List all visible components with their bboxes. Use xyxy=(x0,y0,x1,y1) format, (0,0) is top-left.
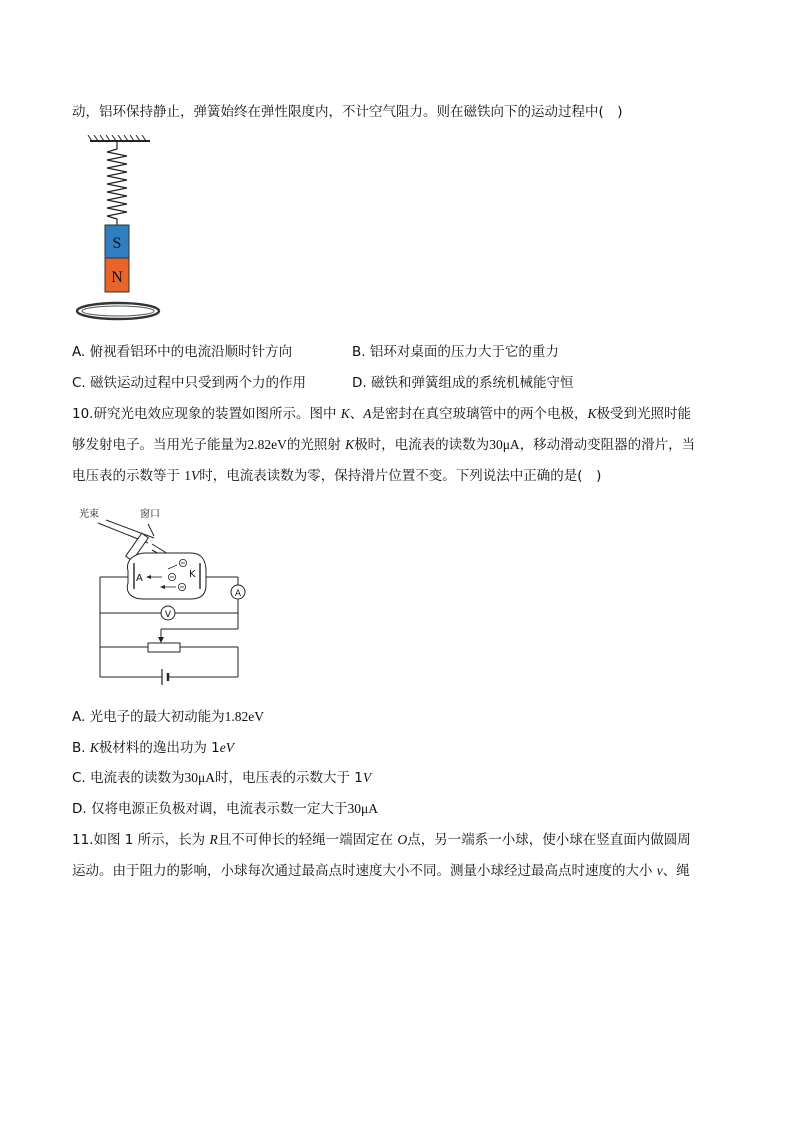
ammeter-label: A xyxy=(234,589,242,599)
window-label: 窗口 xyxy=(140,509,160,520)
photoelectric-circuit-figure xyxy=(76,503,266,688)
pole-s-label: S xyxy=(112,235,122,252)
q10-stem-line-1: 10.研究光电效应现象的装置如图所示。图中 K、A是密封在真空玻璃管中的两个电极，K极受到光照时能 xyxy=(72,406,692,422)
spring-magnet-figure xyxy=(72,135,212,335)
question-9-stem-tail: 动，铝环保持静止，弹簧始终在弹性限度内，不计空气阻力。则在磁铁向下的运动过程中( ) xyxy=(72,104,623,120)
q9-option-d: D. 磁铁和弹簧组成的系统机械能守恒 xyxy=(352,375,574,391)
q10-option-c: C. 电流表的读数为30μA时，电压表的示数大于 1V xyxy=(72,770,372,786)
q10-stem-line-2: 够发射电子。当用光子能量为2.82eV的光照射 K极时，电流表的读数为30μA，移动滑动变阻器的滑片，当 xyxy=(72,437,696,453)
q9-option-a: A. 俯视看铝环中的电流沿顺时针方向 xyxy=(72,344,293,360)
q9-option-c: C. 磁铁运动过程中只受到两个力的作用 xyxy=(72,375,307,391)
light-beam-label: 光束 xyxy=(79,509,99,520)
q9-option-b: B. 铝环对桌面的压力大于它的重力 xyxy=(352,344,559,360)
rheostat xyxy=(148,643,180,652)
q11-stem-line-2: 运动。由于阻力的影响，小球每次通过最高点时速度大小不同。测量小球经过最高点时速度的大小 v、绳 xyxy=(72,863,690,879)
q11-stem-line-1: 11.如图 1 所示，长为 R且不可伸长的轻绳一端固定在 O点，另一端系一小球，使小球在竖直面内做圆周 xyxy=(72,832,691,848)
voltmeter-label: V xyxy=(164,610,172,620)
q10-option-a: A. 光电子的最大初动能为1.82eV xyxy=(72,709,264,725)
q10-stem-line-3: 电压表的示数等于 1V时，电流表读数为零，保持滑片位置不变。下列说法中正确的是( ) xyxy=(72,468,602,484)
q10-option-d: D. 仅将电源正负极对调，电流表示数一定大于30μA xyxy=(72,801,378,817)
ceiling-support xyxy=(88,135,150,141)
q10-option-b: B. K极材料的逸出功为 1eV xyxy=(72,740,235,756)
aluminum-ring xyxy=(77,303,159,319)
spring xyxy=(107,141,127,225)
pole-n-label: N xyxy=(111,269,123,286)
electrode-k-label: K xyxy=(189,569,196,580)
electrode-a-label: A xyxy=(136,573,143,584)
